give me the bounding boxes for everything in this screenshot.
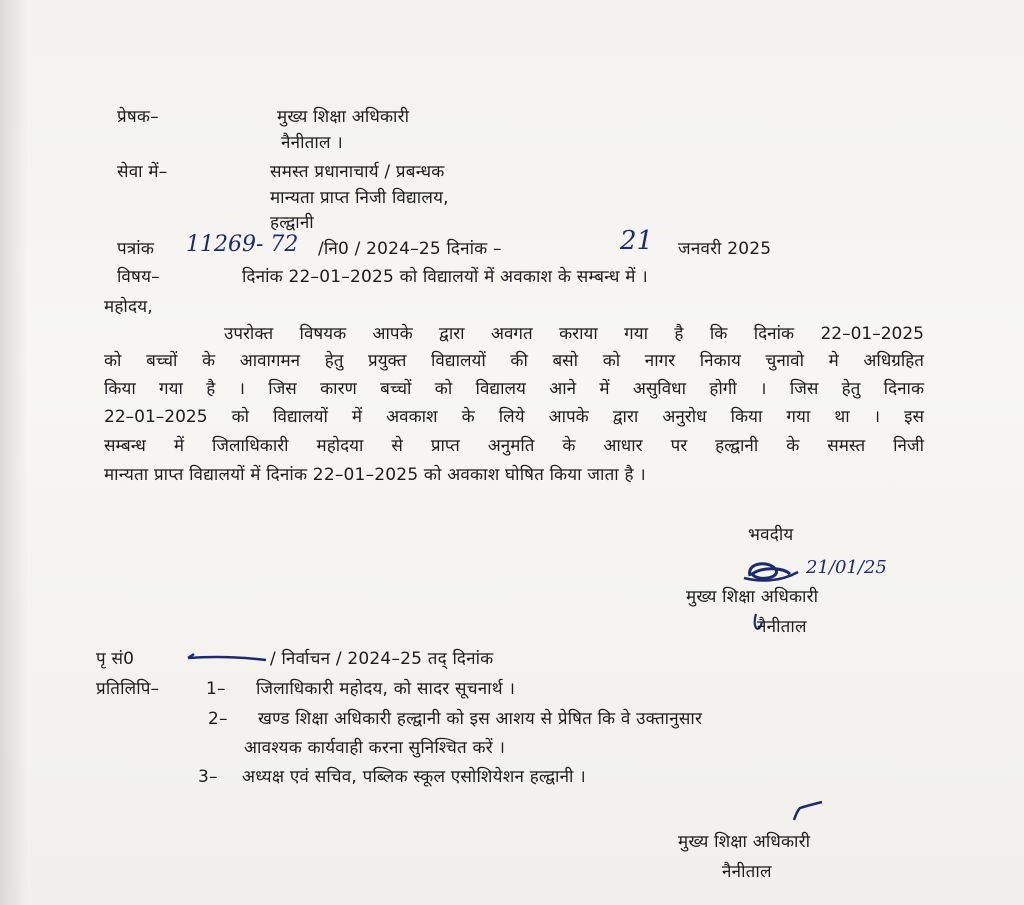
recipient-line-1: समस्त प्रधानाचार्य / प्रबन्धक [270,162,445,182]
body-line: किया गया है । जिस कारण बच्चों को विद्यालय आने में असुविधा होगी । जिस हेतु दिनाक [104,379,924,399]
copy-item-text: जिलाधिकारी महोदय, को सादर सूचनार्थ । [256,679,516,699]
footer-initial-mark [790,800,826,824]
reference-month-year: जनवरी 2025 [678,239,772,259]
body-line: उपरोक्त विषयक आपके द्वारा अवगत कराया गया है कि दिनांक 22–01–2025 [224,324,924,344]
handwritten-dash [186,650,268,664]
copy-item-text: अध्यक्ष एवं सचिव, पब्लिक स्कूल एसोशियेशन हल्द्वानी । [242,767,586,787]
footer-place: नैनीताल [722,862,772,882]
recipient-label: सेवा में– [117,162,168,182]
copy-item-text-continued: आवश्यक कार्यवाही करना सुनिश्चित करें । [244,738,506,758]
subject-text: दिनांक 22–01–2025 को विद्यालयों में अवकाश के सम्बन्ध में । [242,267,648,287]
handwritten-signature-date: 21/01/25 [806,557,887,578]
subject-label: विषय– [117,267,160,287]
footer-designation: मुख्य शिक्षा अधिकारी [678,832,811,852]
endorsement-reference: / निर्वाचन / 2024–25 तद् दिनांक [270,649,494,669]
copy-item-number: 1– [206,679,226,699]
body-line: सम्बन्ध में जिलाधिकारी महोदया से प्राप्त अनुमति के आधार पर हल्द्वानी के समस्त निजी [104,436,924,456]
closing-yours: भवदीय [748,525,794,545]
handwritten-reference-number: 11269- 72 [186,232,299,257]
body-line: मान्यता प्राप्त विद्यालयों में दिनांक 22–01–2025 को अवकाश घोषित किया जाता है । [104,465,646,485]
sender-name: मुख्य शिक्षा अधिकारी [277,107,410,127]
closing-designation: मुख्य शिक्षा अधिकारी [686,587,819,607]
body-line: 22–01–2025 को विद्यालयों में अवकाश के लिये आपके द्वारा अनुरोध किया गया था । इस [104,407,924,427]
sender-label: प्रेषक– [117,107,159,127]
closing-place: नैनीताल [757,617,807,637]
copy-item-number: 3– [198,767,218,787]
salutation: महोदय, [104,297,153,317]
body-line: को बच्चों के आवागमन हेतु प्रयुक्त विद्यालयों की बसो को नागर निकाय चुनावो मे अधिग्रहित [104,351,924,371]
copy-item-number: 2– [208,709,228,729]
page-edge-shadow [0,0,28,905]
recipient-line-3: हल्द्वानी [270,213,314,233]
endorsement-prefix: पृ सं0 [96,649,135,669]
handwritten-day: 21 [620,226,654,256]
recipient-line-2: मान्यता प्राप्त निजी विद्यालय, [270,188,449,208]
reference-label: पत्रांक [117,239,155,259]
sender-place: नैनीताल । [281,133,343,153]
reference-suffix: /नि0 / 2024–25 दिनांक – [318,239,502,259]
copy-item-text: खण्ड शिक्षा अधिकारी हल्द्वानी को इस आशय से प्रेषित कि वे उक्तानुसार [258,709,703,729]
copy-label: प्रतिलिपि– [96,679,160,699]
